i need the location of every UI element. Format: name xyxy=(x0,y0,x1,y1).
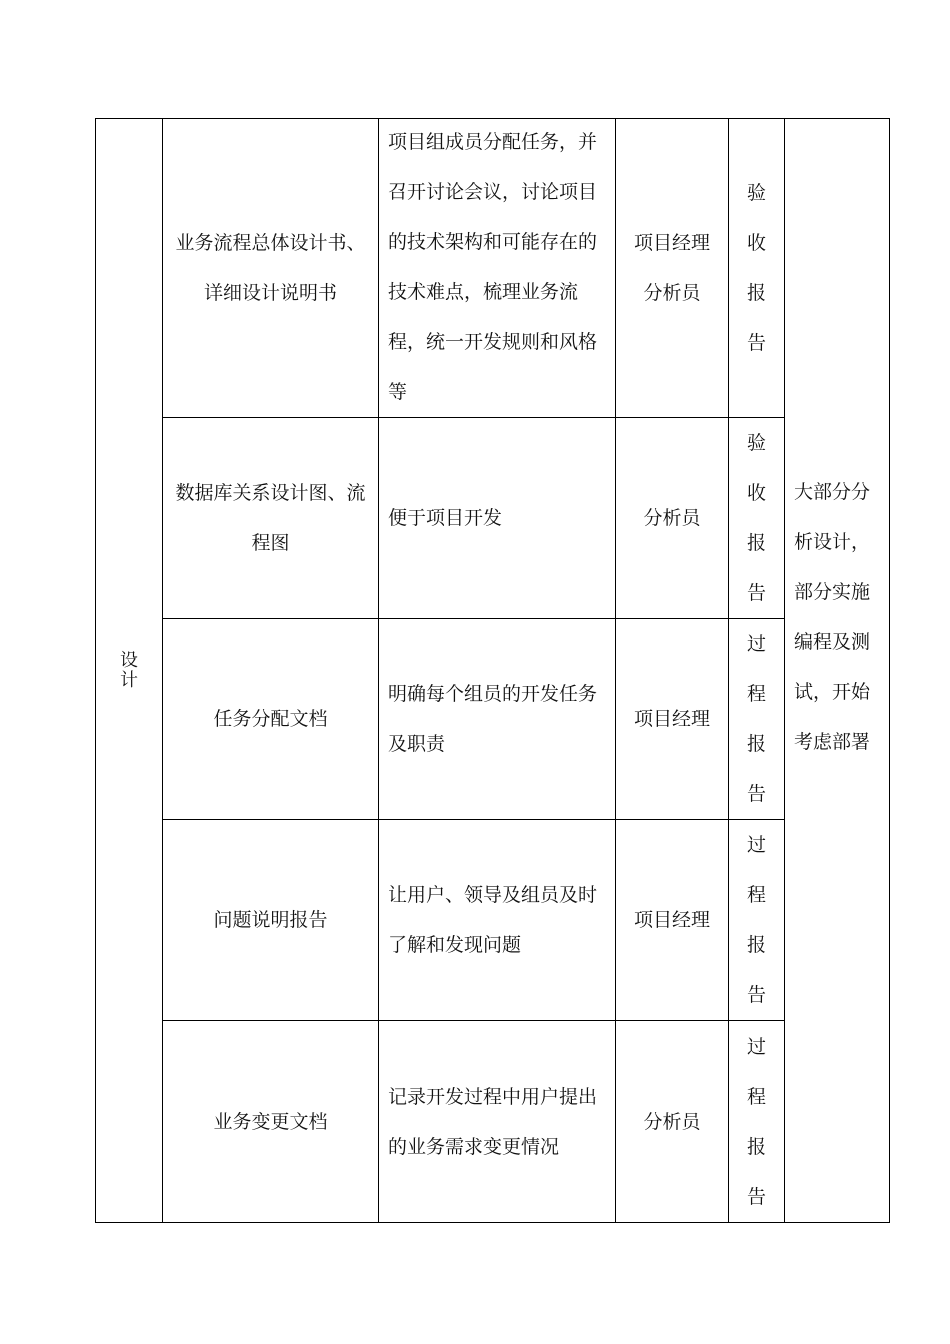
report-type-text: 验收报告 xyxy=(746,432,766,604)
report-type-cell xyxy=(729,1021,785,1223)
document-cell xyxy=(163,418,379,619)
role-cell xyxy=(616,619,729,820)
document-cell xyxy=(163,619,379,820)
stage-cell xyxy=(96,119,163,1223)
role-cell xyxy=(616,418,729,619)
description-text: 明确每个组员的开发任务及职责 xyxy=(388,683,598,755)
document-name: 业务流程总体设计书、详细设计说明书 xyxy=(175,232,366,304)
table-row xyxy=(96,119,890,418)
table-row xyxy=(96,820,890,1021)
report-type-text: 过程报告 xyxy=(746,834,766,1006)
report-type-text: 过程报告 xyxy=(746,633,766,805)
description-text: 记录开发过程中用户提出的业务需求变更情况 xyxy=(388,1085,598,1158)
role-text: 分析员 xyxy=(643,507,701,529)
document-name: 任务分配文档 xyxy=(213,708,328,730)
document-name: 业务变更文档 xyxy=(213,1110,328,1133)
role-text: 项目经理 xyxy=(633,909,710,931)
report-type-text: 过程报告 xyxy=(746,1035,766,1208)
design-stage-table xyxy=(95,118,890,1223)
report-type-cell xyxy=(729,119,785,418)
role-cell xyxy=(616,1021,729,1223)
description-cell xyxy=(379,418,616,619)
document-name: 数据库关系设计图、流程图 xyxy=(175,482,366,554)
description-text: 便于项目开发 xyxy=(388,507,503,529)
description-cell xyxy=(379,1021,616,1223)
report-type-cell xyxy=(729,820,785,1021)
role-text: 分析员 xyxy=(643,1110,701,1133)
description-cell xyxy=(379,119,616,418)
report-type-cell xyxy=(729,418,785,619)
table-row xyxy=(96,418,890,619)
table-row xyxy=(96,619,890,820)
role-text: 项目经理 分析员 xyxy=(633,232,710,304)
description-cell xyxy=(379,619,616,820)
role-text: 项目经理 xyxy=(633,708,710,730)
stage-label: 设计 xyxy=(120,649,138,691)
report-type-cell xyxy=(729,619,785,820)
note-text: 大部分分析设计，部分实施编程及测试，开始考虑部署 xyxy=(794,481,871,753)
description-cell xyxy=(379,820,616,1021)
table-row xyxy=(96,1021,890,1223)
document-name: 问题说明报告 xyxy=(213,909,328,931)
document-cell xyxy=(163,1021,379,1223)
role-cell xyxy=(616,119,729,418)
description-text: 项目组成员分配任务，并召开讨论会议，讨论项目的技术架构和可能存在的技术难点，梳理业务流程，统一开发规则和风格等 xyxy=(388,130,598,403)
description-text: 让用户、领导及组员及时了解和发现问题 xyxy=(388,884,598,956)
note-cell xyxy=(785,119,890,1223)
report-type-text: 验收报告 xyxy=(746,182,766,354)
document-cell xyxy=(163,820,379,1021)
document-cell xyxy=(163,119,379,418)
role-cell xyxy=(616,820,729,1021)
